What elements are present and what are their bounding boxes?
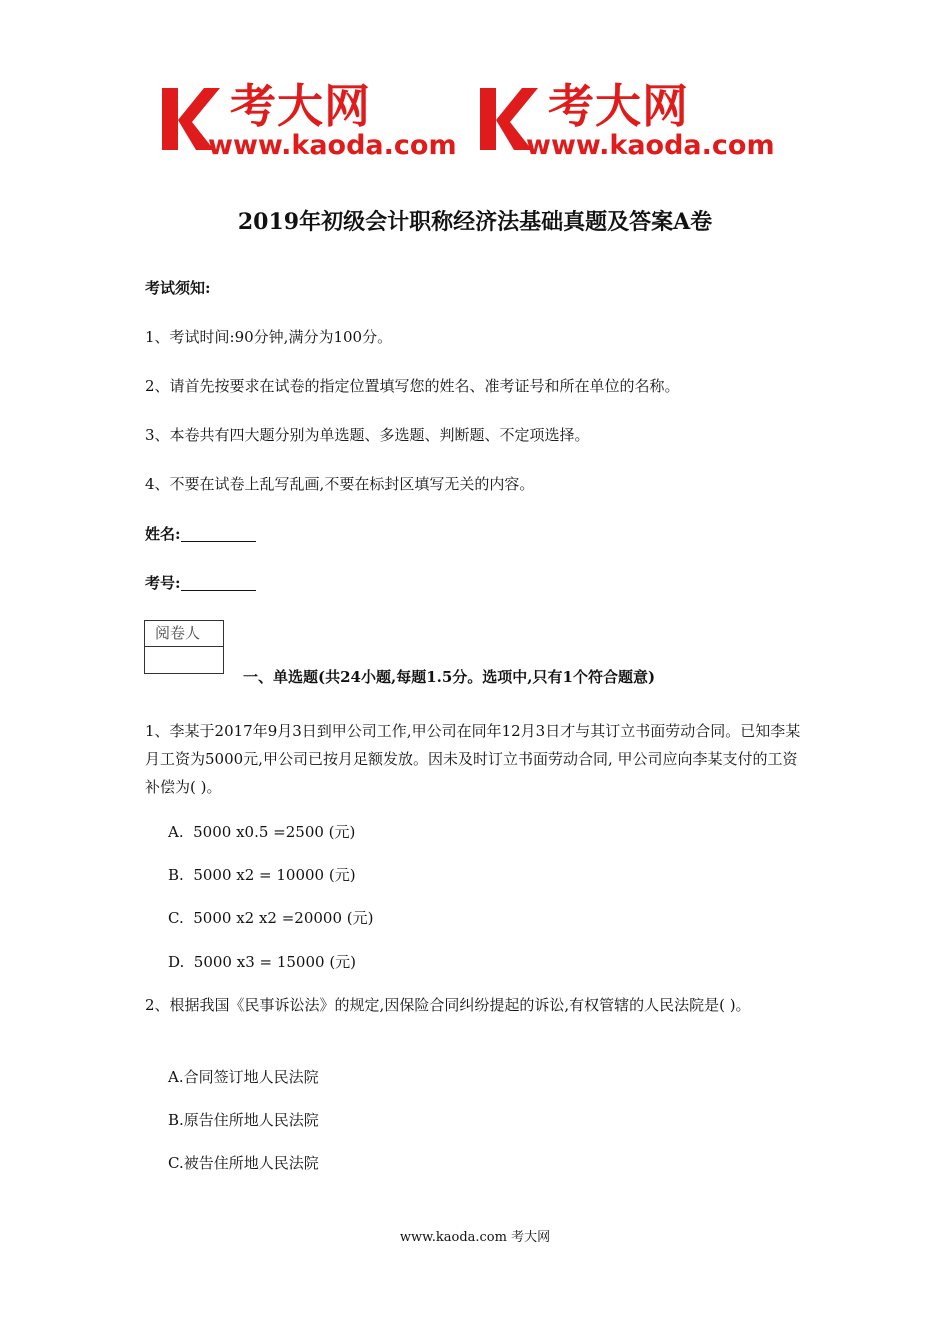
name-blank[interactable] [181,525,256,542]
notice-item: 3、本卷共有四大题分别为单选题、多选题、判断题、不定项选择。 [145,426,590,444]
id-field[interactable] [145,572,256,594]
option-d: D. 5000 x3 = 15000 (元) [168,953,357,971]
kaoda-logo [478,80,798,162]
name-label: 姓名: [145,525,181,543]
option-b: B. 5000 x2 = 10000 (元) [168,866,356,884]
logo-url-text: www.kaoda.com [526,130,775,161]
grader-box [144,620,224,674]
question-stem: 2、根据我国《民事诉讼法》的规定,因保险合同纠纷提起的诉讼,有权管辖的人民法院是( )。 [145,996,751,1014]
id-blank[interactable] [181,574,256,591]
document-title: 2019年初级会计职称经济法基础真题及答案A卷 [237,209,713,235]
notice-item: 2、请首先按要求在试卷的指定位置填写您的姓名、准考证号和所在单位的名称。 [145,377,680,395]
notice-item: 4、不要在试卷上乱写乱画,不要在标封区填写无关的内容。 [145,475,535,493]
logo-brand-text: 考大网 [230,79,371,133]
question-stem: 1、李某于2017年9月3日到甲公司工作,甲公司在同年12月3日才与其订立书面劳动合同。已知李某月工资为5000元,甲公司已按月足额发放。因未及时订立书面劳动合同, 甲公司应向李某支付的工资补偿为( )。 [145,722,801,796]
notice-item: 1、考试时间:90分钟,满分为100分。 [145,328,393,346]
option-a: A. 5000 x0.5 =2500 (元) [168,823,356,841]
id-label: 考号: [145,574,181,592]
kaoda-logo [160,80,480,162]
logo-brand-text: 考大网 [548,79,689,133]
notice-heading: 考试须知: [145,279,211,297]
name-field[interactable] [145,523,256,545]
section-title: 一、单选题(共24小题,每题1.5分。选项中,只有1个符合题意) [243,668,656,686]
option-a: A.合同签订地人民法院 [168,1068,319,1086]
option-b: B.原告住所地人民法院 [168,1111,319,1129]
option-c: C. 5000 x2 x2 =20000 (元) [168,909,374,927]
option-c: C.被告住所地人民法院 [168,1154,319,1172]
logo-url-text: www.kaoda.com [208,130,457,161]
grader-label: 阅卷人 [145,621,223,647]
page-footer: www.kaoda.com 考大网 [399,1230,551,1245]
